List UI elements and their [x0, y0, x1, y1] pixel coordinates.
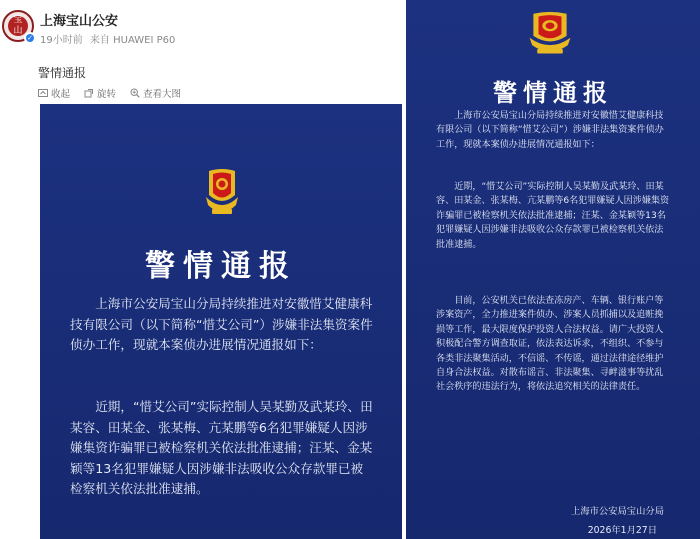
- notice-paragraph-3: 目前，公安机关已依法查冻房产、车辆、银行账户等涉案资产，全力推进案件侦办、涉案人员抓捕以及追赃挽损等工作，最大限度保护投资人合法权益。请广大投资人积极配合警方调查取证，依法表达诉求，不组织、不参与各类非法聚集活动，不信谣、不传谣，通过法律途径维护自身合法权益。对散布谣言、非法聚集、寻衅滋事等扰乱社会秩序的违法行为，将依法追究相关的法律责任。: [436, 296, 664, 393]
- collapse-button[interactable]: [38, 86, 70, 100]
- account-name[interactable]: 上海宝山公安: [40, 14, 119, 29]
- notice-image-preview[interactable]: [40, 104, 402, 539]
- verified-badge-icon: ✓: [24, 32, 36, 44]
- notice-signature: 上海市公安局宝山分局: [571, 506, 664, 517]
- view-large-button[interactable]: [130, 86, 181, 100]
- image-action-bar: [38, 86, 181, 100]
- police-seal-icon: 宝 山: [8, 16, 28, 36]
- notice-date: 2026年1月27日: [587, 525, 657, 536]
- police-emblem-icon: [527, 10, 573, 60]
- notice-paragraph-1: 上海市公安局宝山分局持续推进对安徽惜艾健康科技有限公司（以下简称“惜艾公司”）涉嫌非法集资案件侦办工作，现就本案侦办进展情况通报如下：: [70, 296, 373, 353]
- notice-paragraph-1: 上海市公安局宝山分局持续推进对安徽惜艾健康科技有限公司（以下简称“惜艾公司”）涉嫌非法集资案件侦办工作，现就本案侦办进展情况通报如下：: [436, 111, 664, 150]
- post-source: 来自 HUAWEI P60: [89, 35, 176, 46]
- post-text: 警情通报: [38, 66, 87, 80]
- post-meta: [40, 31, 179, 46]
- rotate-button[interactable]: [84, 86, 116, 100]
- view-large-label: 查看大图: [143, 89, 182, 100]
- collapse-icon: [38, 88, 48, 98]
- notice-title: 警情通报: [145, 249, 297, 284]
- notice-paragraph-2: 近期，“惜艾公司”实际控制人吴某勤及武某玲、田某容、田某金、张某梅、亢某鹏等6名犯罪嫌疑人因涉嫌集资诈骗罪已被检察机关依法批准逮捕；汪某、金某颖等13名犯罪嫌疑人因涉嫌非法吸收公众存款罪已被检察机关依法批准逮捕。: [436, 182, 670, 250]
- rotate-label: 旋转: [97, 89, 117, 100]
- zoom-in-icon: [130, 88, 140, 98]
- notice-image-full: [406, 0, 700, 539]
- collapse-label: 收起: [51, 89, 71, 100]
- police-emblem-icon: [204, 167, 240, 221]
- notice-title: 警情通报: [493, 78, 613, 107]
- notice-paragraph-2: 近期，“惜艾公司”实际控制人吴某勤及武某玲、田某容、田某金、张某梅、亢某鹏等6名犯罪嫌疑人因涉嫌集资诈骗罪已被检察机关依法批准逮捕；汪某、金某颖等13名犯罪嫌疑人因涉嫌非法吸收公众存款罪已被检察机关依法批准逮捕。: [70, 399, 373, 497]
- rotate-icon: [84, 88, 94, 98]
- post-time: 19小时前: [40, 35, 83, 46]
